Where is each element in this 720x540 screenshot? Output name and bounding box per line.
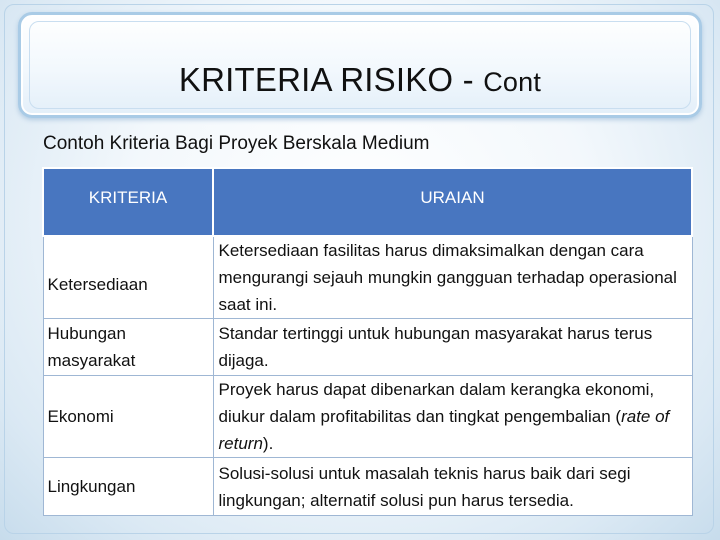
- uraian-cell: Solusi-solusi untuk masalah teknis harus baik dari segi lingkungan; alternatif solusi pun harus tersedia.: [213, 458, 692, 516]
- page-title-main: KRITERIA RISIKO -: [178, 61, 484, 98]
- kriteria-label: Ketersediaan: [47, 275, 148, 294]
- header-uraian: URAIAN: [213, 168, 692, 236]
- uraian-text-after: ).: [262, 434, 274, 453]
- table-row: [43, 319, 692, 376]
- kriteria-cell: Hubungan masyarakat: [43, 319, 213, 376]
- kriteria-cell: Lingkungan: [43, 458, 213, 516]
- criteria-table: [42, 167, 693, 516]
- kriteria-cell: [43, 236, 213, 319]
- table-header-row: [43, 168, 692, 236]
- uraian-cell: Ketersediaan fasilitas harus dimaksimalkan dengan cara mengurangi sejauh mungkin gangguan terhadap operasional saat ini.: [213, 236, 692, 319]
- title-box: [18, 12, 702, 118]
- uraian-cell: Standar tertinggi untuk hubungan masyarakat harus terus dijaga.: [213, 319, 692, 376]
- page-title: [21, 61, 699, 99]
- kriteria-cell: Ekonomi: [43, 376, 213, 458]
- table-row: [43, 236, 692, 319]
- slide-subtitle: Contoh Kriteria Bagi Proyek Berskala Medium: [43, 133, 430, 154]
- uraian-text-italic: rate of return: [218, 407, 670, 453]
- table-row: [43, 458, 692, 516]
- uraian-text-before: Proyek harus dapat dibenarkan dalam kerangka ekonomi, diukur dalam profitabilitas dan tingkat pengembalian (: [218, 380, 655, 426]
- uraian-cell: [213, 376, 692, 458]
- table-row: [43, 376, 692, 458]
- page-title-suffix: Cont: [483, 67, 542, 97]
- header-kriteria: KRITERIA: [43, 168, 213, 236]
